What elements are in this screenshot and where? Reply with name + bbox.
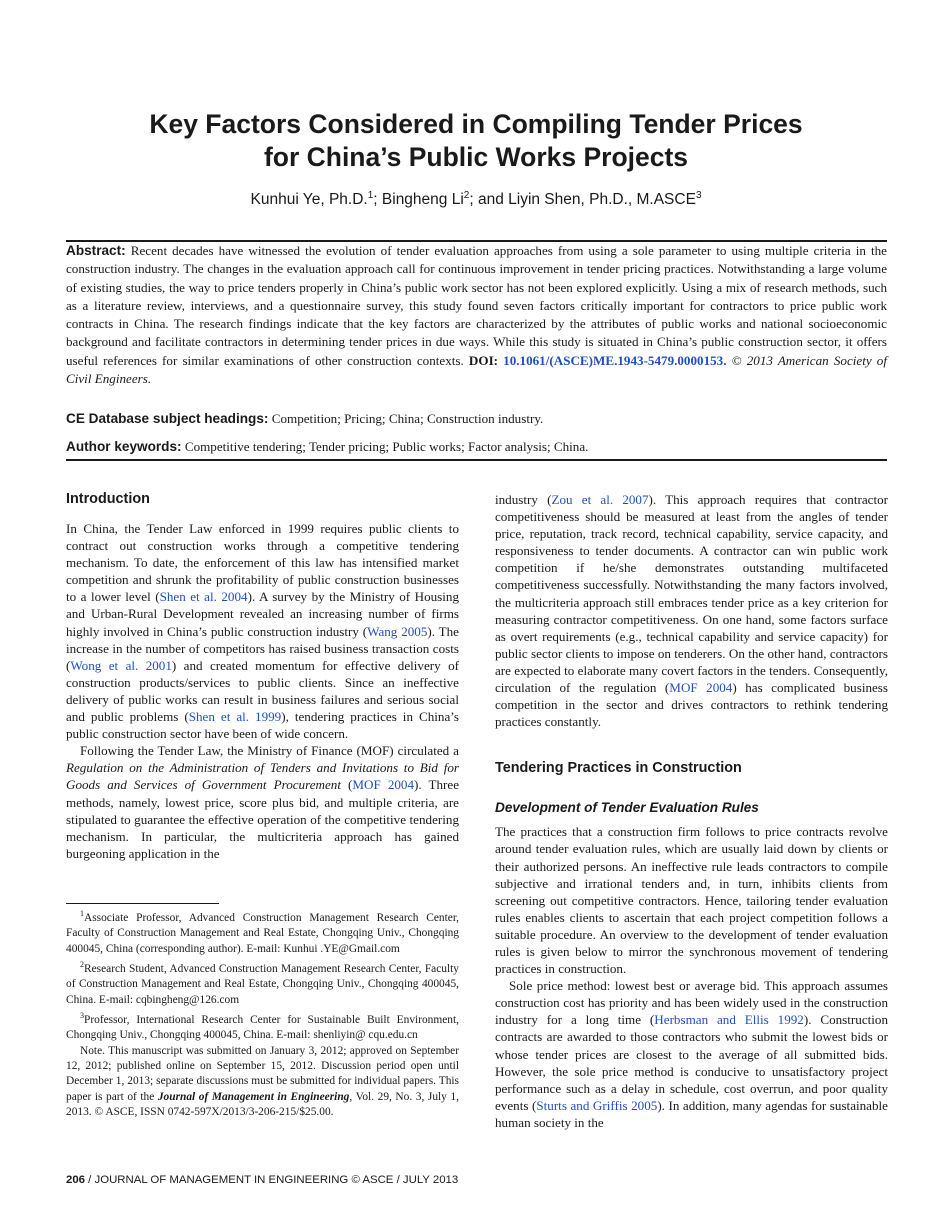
subject-headings-text: Competition; Pricing; China; Construction industry. xyxy=(268,411,544,426)
citation-link[interactable]: Shen et al. 1999 xyxy=(188,709,282,725)
paper-title xyxy=(0,108,952,174)
author-keywords-text: Competitive tendering; Tender pricing; Public works; Factor analysis; China. xyxy=(181,439,589,454)
abstract xyxy=(66,242,887,388)
footnote-marker: 3 xyxy=(80,1011,84,1021)
footnote-1 xyxy=(66,906,459,957)
text-run: ) has complicated business competition in the sector and drives contractors to rethink tendering practices constantly. xyxy=(495,680,889,730)
subject-headings-label: CE Database subject headings: xyxy=(66,411,269,426)
citation-link[interactable]: Sturts and Griffis 2005 xyxy=(536,1097,658,1113)
title-line-1: Key Factors Considered in Compiling Tender Prices xyxy=(149,109,803,139)
text-run: Note. This manuscript was submitted on January 3, 2012; approved on September 12, 2012; published online on September 15, 2012. Discussion period open until December 1, 2013; separate discussions must be submitted for individual papers. This paper is part of the xyxy=(66,1044,459,1103)
footnotes xyxy=(66,906,459,1121)
author-3-affil: 3 xyxy=(695,190,702,201)
citation-link[interactable]: Shen et al. 2004 xyxy=(159,589,248,605)
text-run: In China, the Tender Law enforced in 1999 requires public clients to contract out construction works through a competitive tendering mechanism. To date, the enforcement of this law has intensified market competition and shrunk the profitability of public construction businesses to a lower level ( xyxy=(66,521,459,605)
author-list xyxy=(0,190,952,209)
abstract-bottom-rule xyxy=(66,459,887,461)
right-column xyxy=(495,491,888,1131)
title-line-2: for China’s Public Works Projects xyxy=(263,142,689,172)
author-1: Kunhui Ye, Ph.D. xyxy=(250,191,368,209)
text-run: ). Three methods, namely, lowest price, score plus bid, and multiple criteria, are stipulated to guarantee the effective operation of the competitive tendering mechanism. In particular, the multicriteria approach has gained burgeoning application in the xyxy=(66,777,460,861)
copyright: © 2013 American Society of Civil Engineers. xyxy=(66,352,887,387)
author-keywords xyxy=(66,439,887,455)
citation-link[interactable]: MOF 2004 xyxy=(352,777,415,793)
text-run: ) and created momentum for effective delivery of construction products/services to public clients. Since an ineffective delivery of public works can result in business failures and serious social and public problems ( xyxy=(66,657,459,725)
footnote-text: Research Student, Advanced Construction Management Research Center, Faculty of Construction Management and Real Estate, Chongqing Univ., Chongqing 400045, China. E-mail: cqbingheng@126.com xyxy=(66,962,459,1006)
author-separator: ; and xyxy=(469,191,509,209)
subsection-heading-tender-evaluation: Development of Tender Evaluation Rules xyxy=(495,800,759,816)
author-2: Bingheng Li xyxy=(381,191,464,209)
footnote-marker: 2 xyxy=(80,960,84,970)
section-heading-introduction: Introduction xyxy=(66,491,150,507)
intro-paragraph-2 xyxy=(66,742,459,862)
doi-label: DOI: xyxy=(468,352,499,368)
author-keywords-label: Author keywords: xyxy=(66,439,182,454)
citation-link[interactable]: MOF 2004 xyxy=(669,680,733,696)
footnote-text: Professor, International Research Center for Sustainable Built Environment, Chongqing Univ., Chongqing 400045, China. E-mail: shenliyin@ cqu.edu.cn xyxy=(66,1013,459,1042)
citation-link[interactable]: Wong et al. 2001 xyxy=(70,657,172,673)
subject-headings xyxy=(66,411,887,427)
intro-paragraph-1 xyxy=(66,520,459,742)
text-run: , Vol. 29, No. 3, July 1, 2013. © ASCE, ISSN 0742-597X/2013/3-206-215/$25.00. xyxy=(66,1090,459,1119)
left-column xyxy=(66,490,459,862)
footnote-3 xyxy=(66,1008,459,1044)
text-run: ). The increase in the number of competitors has raised business transaction costs ( xyxy=(66,623,459,673)
footer-journal-text: / JOURNAL OF MANAGEMENT IN ENGINEERING © ASCE / JULY 2013 xyxy=(85,1174,459,1186)
text-run: ), tendering practices in China’s public construction sector have been of wide concern. xyxy=(66,709,459,742)
text-run: ( xyxy=(340,777,353,793)
text-run: Following the Tender Law, the Ministry of Finance (MOF) circulated a xyxy=(80,743,459,759)
footnote-text: Associate Professor, Advanced Construction Management Research Center, Faculty of Construction Management and Real Estate, Chongqing Univ., Chongqing 400045, China (corresponding author). E-mail: Kunhui .YE@Gmail.com xyxy=(66,911,459,955)
text-run: ). A survey by the Ministry of Housing and Urban-Rural Development revealed an increasing number of firms highly involved in China’s public construction industry ( xyxy=(66,589,460,639)
text-run: ). Construction contracts are awarded to those contractors who submit the lowest bids or whose tender prices are closest to the average of all submitted bids. However, the sole price method is conducive to unsatisfactory project performance such as a delay in schedule, cost overrun, and poor quality events ( xyxy=(495,1012,889,1113)
author-separator: ; xyxy=(373,191,382,209)
citation-link[interactable]: Wang 2005 xyxy=(367,623,428,639)
section-heading-tendering-practices: Tendering Practices in Construction xyxy=(495,760,742,777)
text-run: ). In addition, many agendas for sustainable human society in the xyxy=(495,1097,888,1130)
doi-link[interactable]: 10.1061/(ASCE)ME.1943-5479.0000153. xyxy=(503,352,727,368)
page-number: 206 xyxy=(66,1174,86,1186)
footnote-rule xyxy=(66,903,219,904)
citation-link[interactable]: Herbsman and Ellis 1992 xyxy=(654,1012,804,1028)
tendering-paragraph-2 xyxy=(495,977,888,1131)
text-run: Sole price method: lowest best or average bid. This approach assumes construction cost has priority and has been widely used in the construction industry for a long time ( xyxy=(495,978,888,1028)
footnote-2 xyxy=(66,957,459,1008)
abstract-label: Abstract: xyxy=(66,243,126,258)
footnote-marker: 1 xyxy=(80,909,84,918)
manuscript-note xyxy=(66,1044,459,1121)
author-1-affil: 1 xyxy=(367,190,374,201)
journal-name: Journal of Management in Engineering xyxy=(157,1090,350,1103)
citation-link[interactable]: Zou et al. 2007 xyxy=(551,492,649,507)
intro-paragraph-3 xyxy=(495,491,888,730)
author-3: Liyin Shen, Ph.D., M.ASCE xyxy=(508,191,696,209)
page-footer xyxy=(66,1174,458,1186)
tendering-paragraph-1: The practices that a construction firm follows to price contracts revolve around tender evaluation rules, which are usually laid down by clients or their authorized persons. An ineffective rule leads contractors to compile subjective and irrational tenders and, in turn, inhibits clients from screening out competitive contractors. Hence, tailoring tender evaluation rules enables clients to ascertain that each project competition follows a suitable procedure. An overview to the development of tender evaluation rules is given below to mirror the synchronous movement of tendering practices in construction. xyxy=(495,824,888,977)
text-run: industry ( xyxy=(495,492,552,507)
text-run: ). This approach requires that contractor competitiveness should be measured at least from the angles of tender price, reputation, track record, technical capability, service capacity, and responsiveness to tender documents. A contractor can win public work competition if he/she demonstrates outstanding multifaceted competitiveness successfully. Notwithstanding the many factors involved, the multicriteria approach still embraces tender price as a key criterion for measuring contractor competitiveness. On one hand, some factors surface as overt requirements (e.g., technical capability and service capacity) for public sector clients to impose on tenderers. On the other hand, contractors are expected to elaborate many covert factors in the tenders. Consequently, circulation of the regulation ( xyxy=(495,492,889,696)
author-2-affil: 2 xyxy=(463,190,470,201)
abstract-text: Recent decades have witnessed the evolution of tender evaluation approaches from using a sole parameter to using multiple criteria in the construction industry. The changes in the evaluation approach call for continuous improvement in tender pricing practices. Notwithstanding a large volume of existing studies, the way to price tenders properly in China’s public work sector has not been explored explicitly. Using a mix of research methods, such as a literature review, interviews, and a questionnaire survey, this study found seven factors critically important for contractors to price public work contracts in China. The research findings indicate that the key factors are characterized by the attributes of public works and national socioeconomic background and facilitate contractors in determining tender prices in due ways. While this study is situated in China’s public construction sector, it offers useful references for similar examinations of other construction contexts. xyxy=(66,243,887,368)
regulation-title: Regulation on the Administration of Tenders and Invitations to Bid for Goods and Services of Government Procurement xyxy=(66,760,459,793)
